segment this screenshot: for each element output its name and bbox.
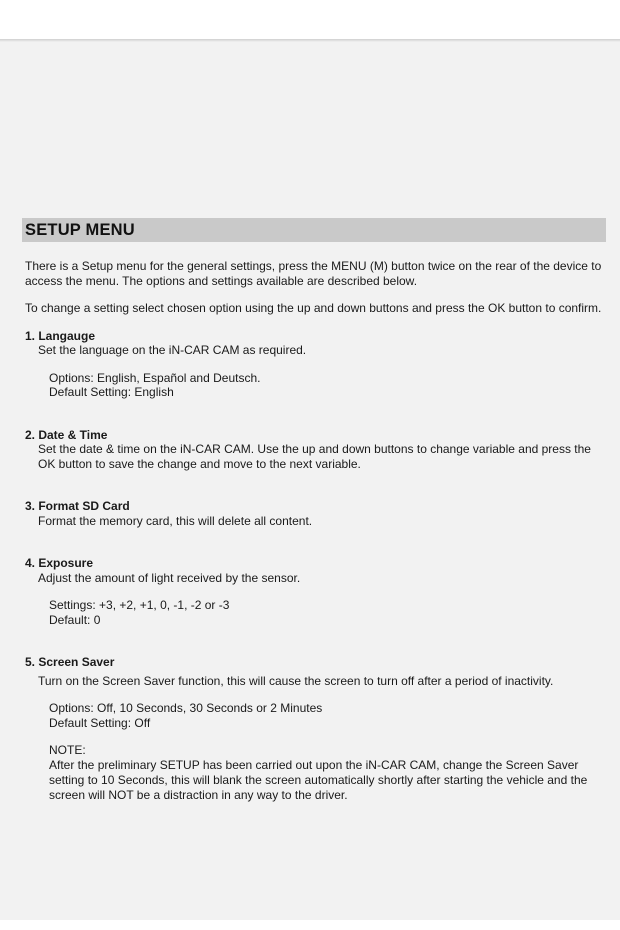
- bottom-strip: [0, 920, 620, 930]
- item-title: 3. Format SD Card: [25, 499, 130, 513]
- item-title: 5. Screen Saver: [25, 655, 115, 669]
- item-description: Set the date & time on the iN-CAR CAM. Use the up and down buttons to change variable and press the OK button to save the change and move to the next variable.: [38, 442, 591, 471]
- item-exposure: [22, 556, 606, 627]
- note-label: NOTE:: [49, 743, 86, 757]
- item-default: Default Setting: English: [49, 385, 174, 399]
- item-language: [22, 329, 606, 400]
- item-settings: Settings: +3, +2, +1, 0, -1, -2 or -3: [49, 598, 230, 612]
- setup-menu-section: [22, 218, 606, 803]
- item-title: 4. Exposure: [25, 556, 94, 570]
- item-description: Adjust the amount of light received by the sensor.: [38, 570, 301, 585]
- item-date-time: [22, 428, 606, 472]
- item-default: Default: 0: [49, 612, 101, 627]
- item-options: Options: English, Español and Deutsch.: [49, 370, 261, 385]
- note-text: After the preliminary SETUP has been carried out upon the iN-CAR CAM, change the Screen Saver setting to 10 Seconds, this will blank the screen automatically shortly after starting the vehicle and the screen will NOT be a distraction in any way to the driver.: [49, 757, 588, 802]
- item-format-sd-card: [22, 499, 606, 528]
- item-default: Default Setting: Off: [49, 715, 151, 730]
- item-screen-saver: [22, 655, 606, 803]
- item-title: 1. Langauge: [25, 328, 96, 343]
- item-options: Options: Off, 10 Seconds, 30 Seconds or 2 Minutes: [49, 701, 323, 715]
- item-title: 2. Date & Time: [25, 427, 108, 442]
- intro-paragraph-1: There is a Setup menu for the general settings, press the MENU (M) button twice on the rear of the device to access the menu. The options and settings available are described below.: [25, 259, 602, 288]
- section-title: SETUP MENU: [22, 218, 606, 242]
- item-description: Format the memory card, this will delete all content.: [38, 513, 313, 528]
- item-description: Turn on the Screen Saver function, this will cause the screen to turn off after a period of inactivity.: [38, 673, 554, 688]
- top-bar: [0, 0, 620, 40]
- item-description: Set the language on the iN-CAR CAM as required.: [38, 343, 307, 357]
- intro-paragraph-2: To change a setting select chosen option using the up and down buttons and press the OK button to confirm.: [25, 301, 602, 315]
